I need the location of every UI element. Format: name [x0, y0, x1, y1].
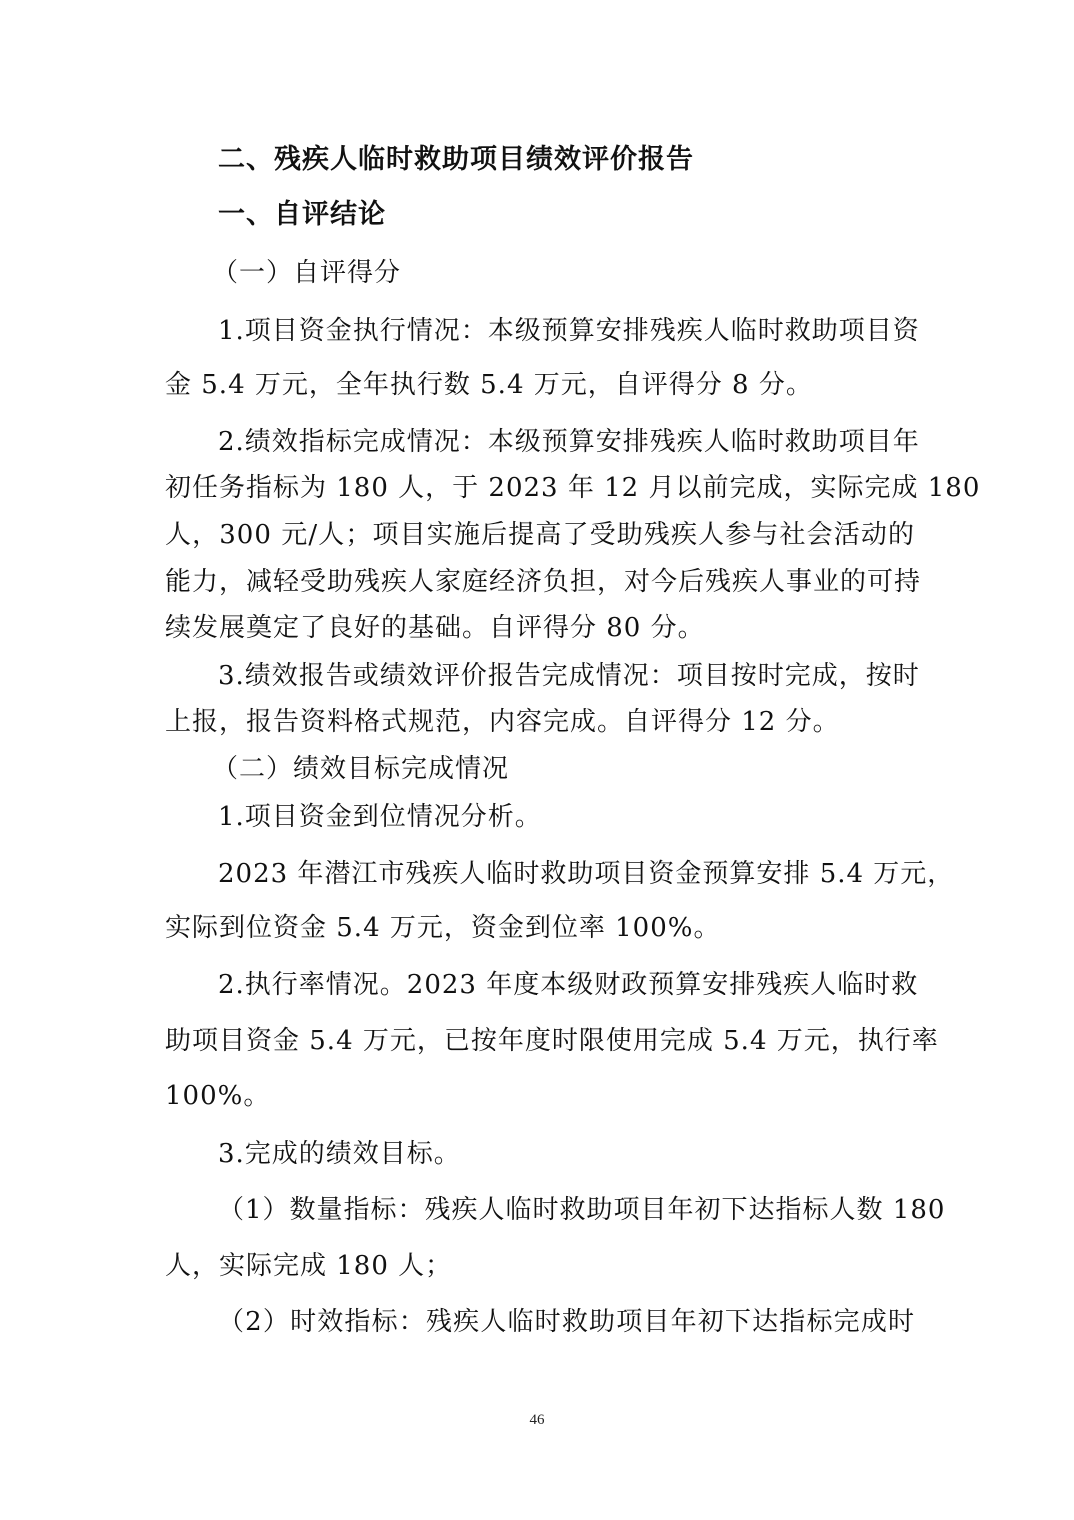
page-number: 46	[529, 1412, 545, 1428]
paragraph-line: 1.项目资金到位情况分析。	[218, 802, 542, 832]
paragraph-line: 2.执行率情况。2023 年度本级财政预算安排残疾人临时救	[218, 970, 919, 1000]
paragraph-line: 助项目资金 5.4 万元，已按年度时限使用完成 5.4 万元，执行率	[165, 1026, 939, 1056]
paragraph-line: 实际到位资金 5.4 万元，资金到位率 100%。	[165, 913, 721, 943]
paragraph-line: 初任务指标为 180 人，于 2023 年 12 月以前完成，实际完成 180	[165, 473, 981, 503]
section-title: 二、残疾人临时救助项目绩效评价报告	[218, 144, 694, 175]
paragraph-line: 3.完成的绩效目标。	[218, 1139, 461, 1169]
paragraph-line: 人，300 元/人；项目实施后提高了受助残疾人参与社会活动的	[165, 520, 915, 550]
paragraph-line: 100%。	[165, 1081, 271, 1111]
paragraph-line: 人，实际完成 180 人；	[165, 1251, 453, 1281]
paragraph-line: 续发展奠定了良好的基础。自评得分 80 分。	[165, 613, 705, 643]
paragraph-line: 2.绩效指标完成情况：本级预算安排残疾人临时救助项目年	[218, 427, 920, 457]
paragraph-line: 金 5.4 万元，全年执行数 5.4 万元，自评得分 8 分。	[165, 370, 813, 400]
paragraph-line: 3.绩效报告或绩效评价报告完成情况：项目按时完成，按时	[218, 661, 920, 691]
paragraph-line: 能力，减轻受助残疾人家庭经济负担，对今后残疾人事业的可持	[165, 567, 922, 597]
paragraph-line: 1.项目资金执行情况：本级预算安排残疾人临时救助项目资	[218, 316, 920, 346]
paragraph-line: 2023 年潜江市残疾人临时救助项目资金预算安排 5.4 万元，	[218, 859, 955, 889]
heading-self-evaluation-conclusion: 一、自评结论	[218, 199, 386, 230]
paragraph-line: 上报，报告资料格式规范，内容完成。自评得分 12 分。	[165, 707, 840, 737]
paragraph-line: （2）时效指标：残疾人临时救助项目年初下达指标完成时	[218, 1307, 915, 1337]
subheading-goal-completion: （二）绩效目标完成情况	[212, 754, 510, 784]
subheading-self-score: （一）自评得分	[212, 258, 402, 288]
paragraph-line: （1）数量指标：残疾人临时救助项目年初下达指标人数 180	[218, 1195, 946, 1225]
